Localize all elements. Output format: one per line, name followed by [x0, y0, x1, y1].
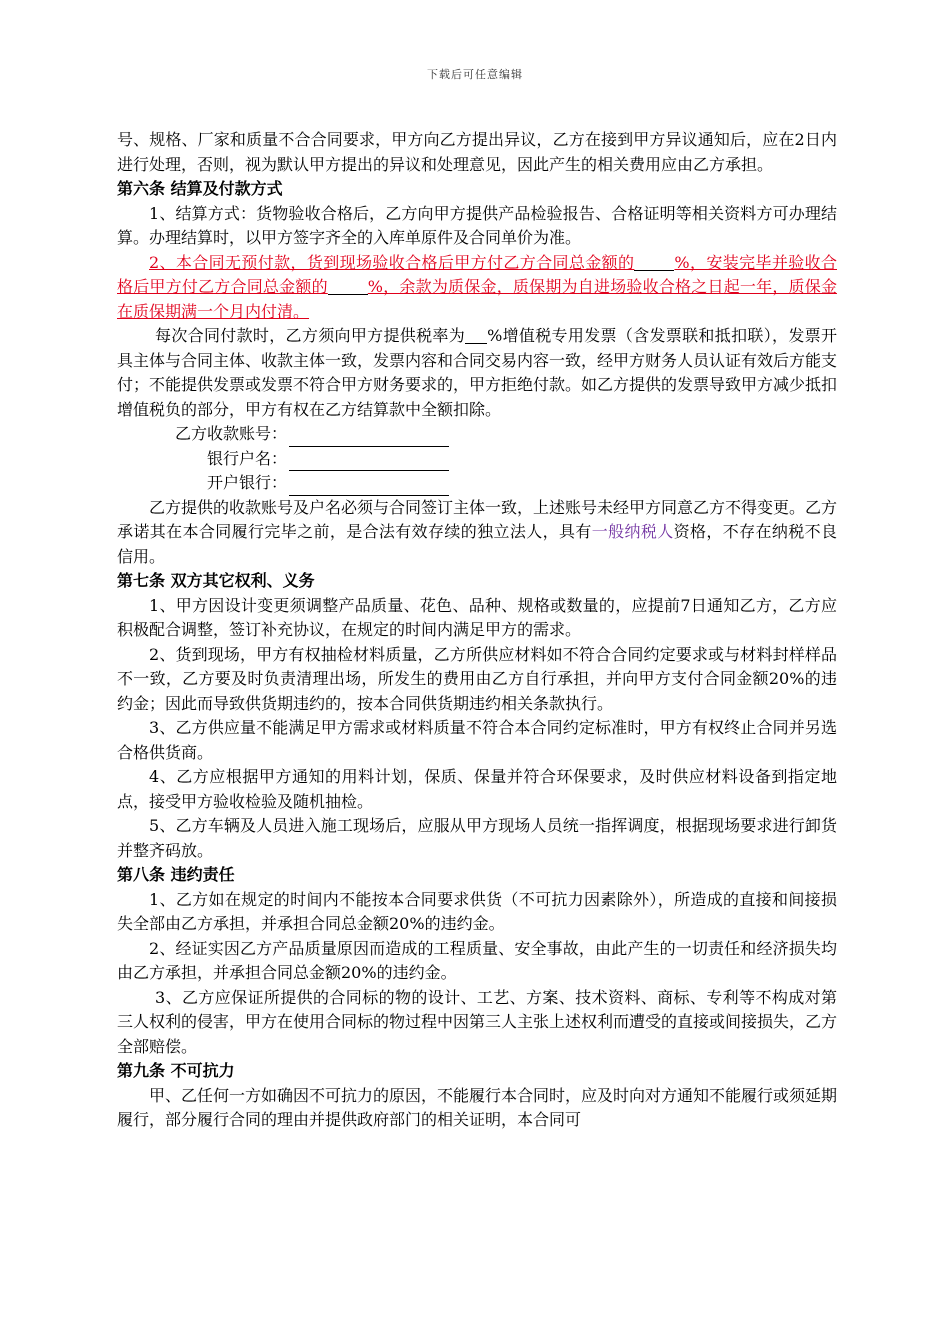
- account-number-field[interactable]: [289, 428, 449, 447]
- taxpayer-link[interactable]: 一般纳税人: [591, 522, 674, 541]
- s6-invoice-terms: [117, 324, 837, 422]
- s6-red-part-c: %，余款为质保金，质保期为自进场验收合格之日起一年，质保金在质保期满一个月内付清。: [117, 277, 837, 321]
- s6-invoice-b: %增值税专用发票（含发票联和抵扣联），发票开具主体与合同主体、收款主体一致，发票内容和合同交易内容一致，经甲方财务人员认证有效后方能支付；不能提供发票或发票不符合甲方财务要求的，甲方拒绝付款。如乙方提供的发票导致甲方减少抵扣增值税负的部分，甲方有权在乙方结算款中全额扣除。: [117, 326, 838, 419]
- s7-item: 2、货到现场，甲方有权抽检材料质量，乙方所供应材料如不符合合同约定要求或与材料封样样品不一致，乙方要及时负责清理出场，所发生的费用由乙方自行承担，并向甲方支付合同金额20%的违约金；因此而导致供货期违约的，按本合同供货期违约相关条款执行。: [117, 644, 837, 713]
- section-6-title: 第六条 结算及付款方式: [117, 179, 283, 198]
- s7-item: 1、甲方因设计变更须调整产品质量、花色、品种、规格或数量的，应提前7日通知乙方，乙方应积极配合调整，签订补充协议，在规定的时间内满足甲方的需求。: [117, 595, 837, 639]
- s7-item: 4、乙方应根据甲方通知的用料计划，保质、保量并符合环保要求，及时供应材料设备到指定地点，接受甲方验收检验及随机抽检。: [117, 767, 837, 811]
- s7-item: 3、乙方供应量不能满足甲方需求或材料质量不符合本合同约定标准时，甲方有权终止合同并另选合格供货商。: [117, 718, 837, 762]
- s8-item: 1、乙方如在规定的时间内不能按本合同要求供货（不可抗力因素除外），所造成的直接和间接损失全部由乙方承担，并承担合同总金额20%的违约金。: [117, 889, 837, 933]
- contract-body: [117, 128, 837, 1133]
- account-holder-row: [117, 447, 837, 472]
- s8-item: 3、乙方应保证所提供的合同标的物的设计、工艺、方案、技术资料、商标、专利等不构成对第三人权利的侵害，甲方在使用合同标的物过程中因第三人主张上述权利而遭受的直接或间接损失，乙方全部赔偿。: [117, 987, 838, 1056]
- percent-blank-2[interactable]: [328, 277, 368, 295]
- section-7-title: 第七条 双方其它权利、义务: [117, 571, 315, 590]
- s6-red-part-b: %，安装完毕并验收合格后甲方付乙方合同总金额的: [117, 252, 837, 296]
- page-header: 下载后可任意编辑: [427, 68, 523, 81]
- s6-red-part-a: 2、本合同无预付款，货到现场验收合格后甲方付乙方合同总金额的: [149, 252, 635, 272]
- section-9-title: 第九条 不可抗力: [117, 1061, 235, 1080]
- tax-rate-blank[interactable]: [465, 326, 487, 344]
- s6-account-terms: [117, 496, 837, 570]
- s6-settlement-method: 1、结算方式：货物验收合格后，乙方向甲方提供产品检验报告、合格证明等相关资料方可办理结算。办理结算时，以甲方签字齐全的入库单原件及合同单价为准。: [117, 203, 837, 247]
- s8-item: 2、经证实因乙方产品质量原因而造成的工程质量、安全事故，由此产生的一切责任和经济损失均由乙方承担，并承担合同总金额20%的违约金。: [117, 938, 837, 982]
- percent-blank-1[interactable]: [634, 253, 674, 271]
- s9-force-majeure: 甲、乙任何一方如确因不可抗力的原因，不能履行本合同时，应及时向对方通知不能履行或须延期履行，部分履行合同的理由并提供政府部门的相关证明，本合同可: [117, 1085, 838, 1129]
- bank-name-field[interactable]: [289, 477, 449, 496]
- bank-name-row: [117, 471, 837, 496]
- s6-account-b: 资格，不存在纳税不良信用。: [117, 522, 837, 566]
- account-number-row: [117, 422, 837, 447]
- account-holder-field[interactable]: [289, 452, 449, 471]
- bank-name-label: 开户银行：: [206, 473, 287, 492]
- s6-account-a: 乙方提供的收款账号及户名必须与合同签订主体一致，上述账号未经甲方同意乙方不得变更。乙方承诺其在本合同履行完毕之前，是合法有效存续的独立法人，具有: [117, 497, 838, 541]
- paragraph-continuation: 号、规格、厂家和质量不合合同要求，甲方向乙方提出异议，乙方在接到甲方异议通知后，应在2日内进行处理，否则，视为默认甲方提出的异议和处理意见，因此产生的相关费用应由乙方承担。: [117, 130, 837, 174]
- s7-item: 5、乙方车辆及人员进入施工现场后，应服从甲方现场人员统一指挥调度，根据现场要求进行卸货并整齐码放。: [117, 816, 837, 860]
- s6-payment-terms: [117, 251, 837, 325]
- s6-invoice-a: 每次合同付款时，乙方须向甲方提供税率为: [155, 326, 466, 345]
- account-holder-label: 银行户名：: [206, 448, 287, 468]
- section-8-title: 第八条 违约责任: [117, 865, 235, 884]
- account-number-label: 乙方收款账号：: [174, 424, 287, 443]
